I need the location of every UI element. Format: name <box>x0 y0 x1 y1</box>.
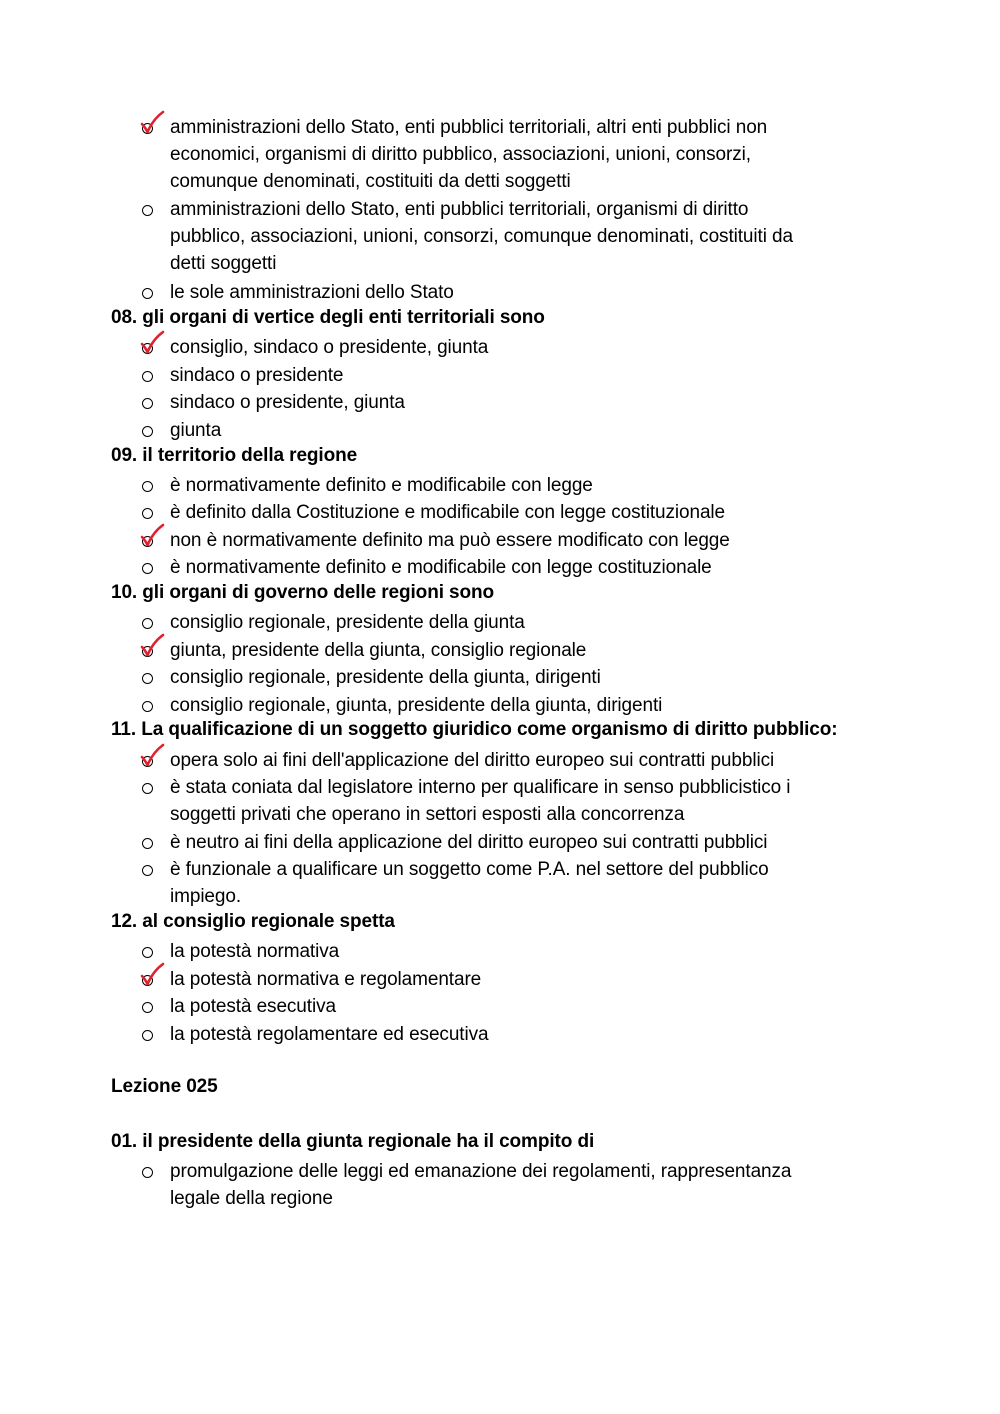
radio-bullet-icon <box>140 944 156 960</box>
radio-bullet-icon <box>140 368 156 384</box>
answer-option: promulgazione delle leggi ed emanazione dei regolamenti, rappresentanza legale della regione <box>170 1161 792 1209</box>
radio-bullet-icon <box>140 862 156 878</box>
red-checkmark-icon <box>139 635 167 659</box>
answer-option: è funzionale a qualificare un soggetto come P.A. nel settore del pubblico impiego. <box>170 859 769 907</box>
radio-bullet-icon <box>140 698 156 714</box>
question-heading: 01. il presidente della giunta regionale ha il compito di <box>111 1131 595 1152</box>
circle-icon <box>142 618 153 629</box>
circle-icon <box>142 701 153 712</box>
answer-option-correct: consiglio, sindaco o presidente, giunta <box>170 337 489 358</box>
answer-option: sindaco o presidente <box>170 365 344 386</box>
answer-option: consiglio regionale, presidente della giunta <box>170 612 525 633</box>
circle-icon <box>142 426 153 437</box>
question-heading: Lezione 025 <box>111 1076 218 1097</box>
circle-icon <box>142 205 153 216</box>
circle-icon <box>142 481 153 492</box>
answer-option: le sole amministrazioni dello Stato <box>170 282 454 303</box>
radio-bullet-icon <box>140 505 156 521</box>
answer-option: consiglio regionale, giunta, presidente della giunta, dirigenti <box>170 695 663 716</box>
question-heading: 08. gli organi di vertice degli enti territoriali sono <box>111 307 545 328</box>
circle-icon <box>142 398 153 409</box>
answer-option-correct: non è normativamente definito ma può essere modificato con legge <box>170 530 730 551</box>
correct-answer-check <box>139 964 167 988</box>
circle-icon <box>142 563 153 574</box>
radio-bullet-icon <box>140 285 156 301</box>
answer-option: amministrazioni dello Stato, enti pubblici territoriali, organismi di diritto pubblico, associazioni, unioni, consorzi, comunque denominati, costituiti da detti soggetti <box>170 199 793 274</box>
circle-icon <box>142 1030 153 1041</box>
question-heading: 10. gli organi di governo delle regioni sono <box>111 582 495 603</box>
red-checkmark-icon <box>139 112 167 136</box>
answer-option: la potestà regolamentare ed esecutiva <box>170 1024 489 1045</box>
radio-bullet-icon <box>140 395 156 411</box>
question-heading: 09. il territorio della regione <box>111 445 358 466</box>
answer-option: la potestà normativa <box>170 941 340 962</box>
red-checkmark-icon <box>139 525 167 549</box>
answer-option: sindaco o presidente, giunta <box>170 392 405 413</box>
answer-option-correct: amministrazioni dello Stato, enti pubblici territoriali, altri enti pubblici non economici, organismi di diritto pubblico, associazioni, unioni, consorzi, comunque denominati, costituiti da detti soggetti <box>170 117 768 192</box>
circle-icon <box>142 838 153 849</box>
answer-option: è stata coniata dal legislatore interno per qualificare in senso pubblicistico i soggetti privati che operano in settori esposti alla concorrenza <box>170 777 791 825</box>
correct-answer-check <box>139 745 167 769</box>
answer-option-correct: giunta, presidente della giunta, consiglio regionale <box>170 640 587 661</box>
radio-bullet-icon <box>140 999 156 1015</box>
circle-icon <box>142 947 153 958</box>
radio-bullet-icon <box>140 780 156 796</box>
answer-option: è neutro ai fini della applicazione del diritto europeo sui contratti pubblici <box>170 832 768 853</box>
answer-option-correct: opera solo ai fini dell'applicazione del diritto europeo sui contratti pubblici <box>170 750 775 771</box>
answer-option: è definito dalla Costituzione e modificabile con legge costituzionale <box>170 502 726 523</box>
radio-bullet-icon <box>140 478 156 494</box>
red-checkmark-icon <box>139 964 167 988</box>
radio-bullet-icon <box>140 615 156 631</box>
red-checkmark-icon <box>139 332 167 356</box>
circle-icon <box>142 1002 153 1013</box>
circle-icon <box>142 371 153 382</box>
radio-bullet-icon <box>140 423 156 439</box>
radio-bullet-icon <box>140 1164 156 1180</box>
red-checkmark-icon <box>139 745 167 769</box>
circle-icon <box>142 783 153 794</box>
circle-icon <box>142 865 153 876</box>
correct-answer-check <box>139 112 167 136</box>
answer-option: giunta <box>170 420 222 441</box>
radio-bullet-icon <box>140 1027 156 1043</box>
question-heading: 11. La qualificazione di un soggetto giuridico come organismo di diritto pubblico: <box>111 719 838 740</box>
correct-answer-check <box>139 525 167 549</box>
radio-bullet-icon <box>140 560 156 576</box>
answer-option: consiglio regionale, presidente della giunta, dirigenti <box>170 667 601 688</box>
answer-option-correct: la potestà normativa e regolamentare <box>170 969 482 990</box>
correct-answer-check <box>139 332 167 356</box>
answer-option: la potestà esecutiva <box>170 996 336 1017</box>
circle-icon <box>142 1167 153 1178</box>
answer-option: è normativamente definito e modificabile con legge costituzionale <box>170 557 712 578</box>
radio-bullet-icon <box>140 835 156 851</box>
question-heading: 12. al consiglio regionale spetta <box>111 911 395 932</box>
circle-icon <box>142 673 153 684</box>
radio-bullet-icon <box>140 670 156 686</box>
circle-icon <box>142 508 153 519</box>
answer-option: è normativamente definito e modificabile con legge <box>170 475 593 496</box>
radio-bullet-icon <box>140 202 156 218</box>
circle-icon <box>142 288 153 299</box>
correct-answer-check <box>139 635 167 659</box>
